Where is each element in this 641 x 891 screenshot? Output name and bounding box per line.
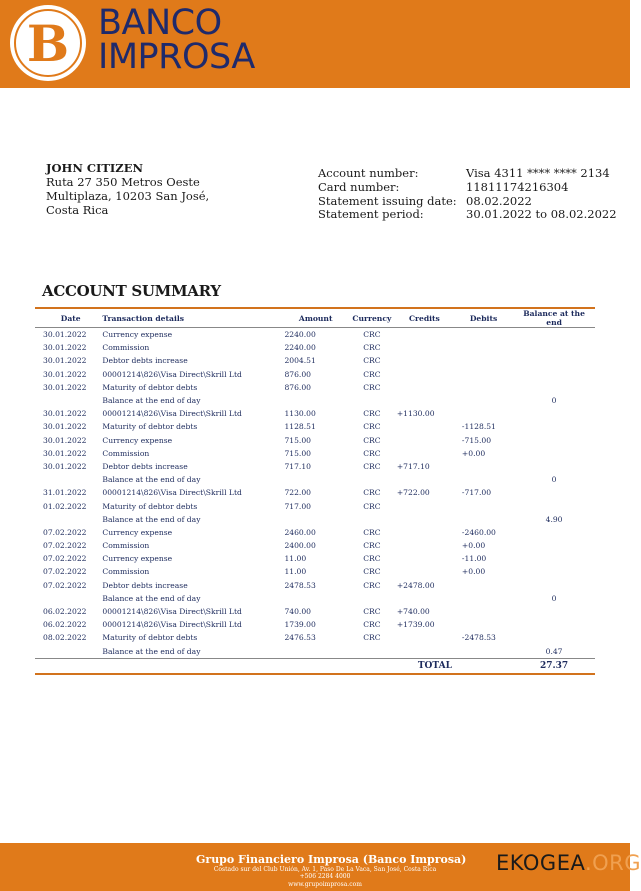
table-row bbox=[35, 460, 595, 473]
cell-debit bbox=[454, 605, 513, 618]
table-row bbox=[35, 513, 595, 526]
cell-debit: -11.00 bbox=[461, 554, 487, 564]
col-details: Transaction details bbox=[100, 308, 282, 328]
bank-name-line1: BANCO bbox=[98, 3, 222, 43]
cell-currency: CRC bbox=[363, 435, 381, 445]
cell-date: 30.01.2022 bbox=[43, 435, 87, 445]
cell-balance bbox=[513, 341, 595, 354]
cell-details: Currency expense bbox=[102, 330, 173, 340]
cell-date: 30.01.2022 bbox=[43, 369, 87, 379]
cell-date: 30.01.2022 bbox=[43, 448, 87, 458]
cell-date: 30.01.2022 bbox=[43, 382, 87, 392]
total-spacer bbox=[454, 658, 513, 674]
cell-credit: +2478.00 bbox=[396, 580, 435, 590]
col-balance: Balance at the end bbox=[513, 308, 595, 328]
table-row bbox=[35, 645, 595, 659]
cell-date: 30.01.2022 bbox=[43, 343, 87, 353]
cell-debit bbox=[454, 645, 513, 659]
col-currency: Currency bbox=[349, 308, 395, 328]
table-row bbox=[35, 341, 595, 354]
cell-balance bbox=[513, 407, 595, 420]
cell-amount: 876.00 bbox=[284, 369, 312, 379]
cell-credit bbox=[395, 539, 454, 552]
client-address-line3: Costa Rica bbox=[46, 203, 109, 217]
table-header-row bbox=[35, 308, 595, 328]
cell-amount: 715.00 bbox=[284, 448, 312, 458]
cell-currency: CRC bbox=[363, 382, 381, 392]
cell-amount: 2240.00 bbox=[284, 343, 316, 353]
cell-currency: CRC bbox=[363, 448, 381, 458]
watermark bbox=[496, 851, 641, 875]
cell-details: Balance at the end of day bbox=[102, 475, 201, 485]
cell-debit bbox=[454, 328, 513, 342]
label-issue-date: Statement issuing date: bbox=[318, 193, 457, 208]
cell-credit: +740.00 bbox=[396, 607, 430, 617]
cell-credit bbox=[395, 368, 454, 381]
cell-balance bbox=[513, 526, 595, 539]
label-card-number: Card number: bbox=[318, 179, 400, 194]
table-row bbox=[35, 631, 595, 644]
table-row bbox=[35, 579, 595, 592]
cell-credit: +1130.00 bbox=[396, 409, 435, 419]
cell-currency: CRC bbox=[363, 527, 381, 537]
cell-date: 06.02.2022 bbox=[43, 607, 87, 617]
table-row bbox=[35, 539, 595, 552]
cell-balance: 4.90 bbox=[545, 514, 563, 524]
cell-debit: +0.00 bbox=[461, 541, 486, 551]
cell-details: Currency expense bbox=[102, 554, 173, 564]
cell-debit bbox=[454, 368, 513, 381]
cell-debit bbox=[454, 592, 513, 605]
table-row bbox=[35, 605, 595, 618]
cell-credit bbox=[395, 552, 454, 565]
cell-balance bbox=[513, 565, 595, 578]
cell-currency bbox=[349, 592, 395, 605]
cell-date: 07.02.2022 bbox=[43, 580, 87, 590]
cell-amount: 1130.00 bbox=[284, 409, 316, 419]
table-row bbox=[35, 473, 595, 486]
cell-credit bbox=[395, 513, 454, 526]
cell-balance: 0 bbox=[551, 396, 557, 406]
table-row bbox=[35, 328, 595, 342]
table-row bbox=[35, 486, 595, 499]
cell-amount: 2240.00 bbox=[284, 330, 316, 340]
cell-date: 08.02.2022 bbox=[43, 633, 87, 643]
cell-balance bbox=[513, 460, 595, 473]
cell-credit bbox=[395, 592, 454, 605]
cell-balance: 0 bbox=[551, 593, 557, 603]
cell-date bbox=[35, 473, 100, 486]
cell-credit bbox=[395, 341, 454, 354]
cell-debit: -715.00 bbox=[461, 435, 492, 445]
client-block bbox=[46, 161, 209, 217]
cell-amount: 2400.00 bbox=[284, 541, 316, 551]
summary-title: ACCOUNT SUMMARY bbox=[42, 282, 221, 300]
cell-details: 00001214\826\Visa Direct\Skrill Ltd bbox=[102, 488, 242, 498]
table-row bbox=[35, 447, 595, 460]
card-number: 11811174216304 bbox=[466, 179, 569, 194]
cell-currency: CRC bbox=[363, 488, 381, 498]
cell-balance bbox=[513, 579, 595, 592]
cell-currency: CRC bbox=[363, 330, 381, 340]
cell-credit: +1739.00 bbox=[396, 620, 435, 630]
cell-currency bbox=[349, 645, 395, 659]
issue-date: 08.02.2022 bbox=[466, 193, 532, 208]
cell-amount: 876.00 bbox=[284, 382, 312, 392]
cell-debit: +0.00 bbox=[461, 567, 486, 577]
cell-details: Commission bbox=[102, 567, 150, 577]
cell-details: Maturity of debtor debts bbox=[102, 501, 198, 511]
cell-amount: 11.00 bbox=[284, 554, 307, 564]
cell-details: Balance at the end of day bbox=[102, 396, 201, 406]
cell-currency bbox=[349, 394, 395, 407]
table-row bbox=[35, 381, 595, 394]
cell-details: Maturity of debtor debts bbox=[102, 422, 198, 432]
cell-currency bbox=[349, 513, 395, 526]
table-row bbox=[35, 618, 595, 631]
cell-currency: CRC bbox=[363, 369, 381, 379]
footer-contact bbox=[196, 866, 454, 888]
cell-details: Debtor debts increase bbox=[102, 580, 188, 590]
cell-balance bbox=[513, 499, 595, 512]
total-value: 27.37 bbox=[513, 658, 595, 674]
cell-date: 07.02.2022 bbox=[43, 527, 87, 537]
cell-date bbox=[35, 592, 100, 605]
col-credits: Credits bbox=[395, 308, 454, 328]
cell-amount: 11.00 bbox=[284, 567, 307, 577]
cell-date bbox=[35, 394, 100, 407]
cell-date bbox=[35, 645, 100, 659]
cell-details: Commission bbox=[102, 343, 150, 353]
cell-credit bbox=[395, 434, 454, 447]
cell-details: Commission bbox=[102, 448, 150, 458]
cell-currency: CRC bbox=[363, 343, 381, 353]
cell-balance bbox=[513, 368, 595, 381]
cell-debit: -1128.51 bbox=[461, 422, 496, 432]
cell-date: 30.01.2022 bbox=[43, 330, 87, 340]
cell-amount bbox=[282, 473, 349, 486]
cell-currency: CRC bbox=[363, 554, 381, 564]
cell-amount: 2460.00 bbox=[284, 527, 316, 537]
cell-debit bbox=[454, 618, 513, 631]
cell-currency: CRC bbox=[363, 501, 381, 511]
cell-balance bbox=[513, 486, 595, 499]
cell-date: 30.01.2022 bbox=[43, 356, 87, 366]
cell-currency: CRC bbox=[363, 461, 381, 471]
col-amount: Amount bbox=[282, 308, 349, 328]
cell-credit bbox=[395, 631, 454, 644]
cell-debit bbox=[454, 381, 513, 394]
cell-amount: 1128.51 bbox=[284, 422, 316, 432]
cell-debit bbox=[454, 513, 513, 526]
cell-date: 07.02.2022 bbox=[43, 541, 87, 551]
table-body bbox=[35, 328, 595, 659]
cell-currency: CRC bbox=[363, 356, 381, 366]
cell-debit bbox=[454, 460, 513, 473]
cell-date: 31.01.2022 bbox=[43, 488, 87, 498]
cell-details: Maturity of debtor debts bbox=[102, 633, 198, 643]
cell-credit bbox=[395, 473, 454, 486]
account-values bbox=[466, 167, 617, 222]
label-period: Statement period: bbox=[318, 207, 424, 222]
cell-amount: 2004.51 bbox=[284, 356, 316, 366]
cell-credit: +717.10 bbox=[396, 461, 430, 471]
cell-debit bbox=[454, 341, 513, 354]
cell-date: 07.02.2022 bbox=[43, 567, 87, 577]
cell-debit bbox=[454, 579, 513, 592]
table-row bbox=[35, 499, 595, 512]
cell-balance bbox=[513, 631, 595, 644]
cell-date: 07.02.2022 bbox=[43, 554, 87, 564]
cell-debit bbox=[454, 499, 513, 512]
cell-balance bbox=[513, 381, 595, 394]
table-row bbox=[35, 565, 595, 578]
cell-balance bbox=[513, 447, 595, 460]
client-address-line2: Multiplaza, 10203 San José, bbox=[46, 189, 210, 203]
cell-credit bbox=[395, 394, 454, 407]
cell-details: Balance at the end of day bbox=[102, 593, 201, 603]
col-date: Date bbox=[35, 308, 100, 328]
cell-credit bbox=[395, 565, 454, 578]
cell-details: Debtor debts increase bbox=[102, 461, 188, 471]
account-labels bbox=[318, 167, 457, 222]
cell-credit bbox=[395, 381, 454, 394]
cell-amount: 1739.00 bbox=[284, 620, 316, 630]
bank-name-line2: IMPROSA bbox=[98, 37, 255, 77]
total-label: TOTAL bbox=[35, 658, 454, 674]
cell-credit bbox=[395, 420, 454, 433]
bank-logo-icon bbox=[8, 3, 88, 83]
cell-amount: 722.00 bbox=[284, 488, 312, 498]
table-row bbox=[35, 552, 595, 565]
cell-amount: 2476.53 bbox=[284, 633, 316, 643]
client-address-line1: Ruta 27 350 Metros Oeste bbox=[46, 175, 200, 189]
cell-amount: 717.10 bbox=[284, 461, 312, 471]
cell-debit: +0.00 bbox=[461, 448, 486, 458]
total-row bbox=[35, 658, 595, 674]
cell-currency: CRC bbox=[363, 580, 381, 590]
bank-name bbox=[98, 3, 255, 77]
cell-amount: 740.00 bbox=[284, 607, 312, 617]
svg-text:B: B bbox=[26, 14, 70, 73]
table-row bbox=[35, 420, 595, 433]
cell-debit bbox=[454, 354, 513, 367]
cell-date bbox=[35, 513, 100, 526]
cell-debit: -717.00 bbox=[461, 488, 492, 498]
cell-balance bbox=[513, 618, 595, 631]
cell-currency: CRC bbox=[363, 422, 381, 432]
header-bar bbox=[0, 0, 630, 88]
cell-currency: CRC bbox=[363, 541, 381, 551]
cell-amount bbox=[282, 592, 349, 605]
cell-balance bbox=[513, 434, 595, 447]
table-row bbox=[35, 354, 595, 367]
table-row bbox=[35, 407, 595, 420]
cell-currency: CRC bbox=[363, 409, 381, 419]
cell-details: Currency expense bbox=[102, 435, 173, 445]
cell-date: 30.01.2022 bbox=[43, 461, 87, 471]
table-row bbox=[35, 368, 595, 381]
cell-balance bbox=[513, 354, 595, 367]
cell-debit bbox=[454, 394, 513, 407]
cell-balance bbox=[513, 328, 595, 342]
cell-balance bbox=[513, 605, 595, 618]
cell-details: Balance at the end of day bbox=[102, 514, 201, 524]
cell-currency: CRC bbox=[363, 620, 381, 630]
table-row bbox=[35, 592, 595, 605]
table-row bbox=[35, 394, 595, 407]
table-row bbox=[35, 526, 595, 539]
cell-currency bbox=[349, 473, 395, 486]
cell-amount bbox=[282, 645, 349, 659]
cell-details: Commission bbox=[102, 541, 150, 551]
cell-details: 00001214\826\Visa Direct\Skrill Ltd bbox=[102, 409, 242, 419]
statement-period: 30.01.2022 to 08.02.2022 bbox=[466, 207, 617, 222]
cell-details: Currency expense bbox=[102, 527, 173, 537]
client-name: JOHN CITIZEN bbox=[46, 161, 143, 175]
cell-currency: CRC bbox=[363, 633, 381, 643]
cell-details: 00001214\826\Visa Direct\Skrill Ltd bbox=[102, 607, 242, 617]
cell-credit bbox=[395, 328, 454, 342]
cell-date: 30.01.2022 bbox=[43, 409, 87, 419]
cell-date: 30.01.2022 bbox=[43, 422, 87, 432]
cell-details: 00001214\826\Visa Direct\Skrill Ltd bbox=[102, 369, 242, 379]
footer-phone: +506 2284 4000 bbox=[299, 873, 351, 881]
cell-credit bbox=[395, 526, 454, 539]
cell-date: 01.02.2022 bbox=[43, 501, 87, 511]
cell-amount bbox=[282, 513, 349, 526]
footer-address: Costado sur del Club Unión, Av. 1, Paso De La Vaca, San José, Costa Rica bbox=[213, 866, 437, 873]
cell-date: 06.02.2022 bbox=[43, 620, 87, 630]
cell-currency: CRC bbox=[363, 607, 381, 617]
cell-credit bbox=[395, 645, 454, 659]
account-number: Visa 4311 **** **** 2134 bbox=[466, 166, 610, 180]
cell-details: Balance at the end of day bbox=[100, 645, 282, 659]
cell-balance: 0 bbox=[551, 475, 557, 485]
cell-details: Debtor debts increase bbox=[102, 356, 188, 366]
cell-credit bbox=[395, 499, 454, 512]
footer-title: Grupo Financiero Improsa (Banco Improsa) bbox=[196, 853, 467, 866]
watermark-suffix: .ORG bbox=[584, 851, 641, 875]
cell-balance bbox=[513, 552, 595, 565]
cell-credit bbox=[395, 354, 454, 367]
cell-details: Maturity of debtor debts bbox=[102, 382, 198, 392]
table-row bbox=[35, 434, 595, 447]
transactions-table bbox=[35, 307, 595, 675]
cell-debit bbox=[454, 407, 513, 420]
cell-balance bbox=[513, 420, 595, 433]
watermark-main: EKOGEA bbox=[496, 851, 585, 875]
footer-website[interactable]: www.grupoimprosa.com bbox=[288, 880, 362, 888]
cell-credit: +722.00 bbox=[396, 488, 430, 498]
cell-amount: 715.00 bbox=[284, 435, 312, 445]
cell-credit bbox=[395, 447, 454, 460]
cell-debit: -2478.53 bbox=[461, 633, 496, 643]
cell-debit bbox=[454, 473, 513, 486]
cell-currency: CRC bbox=[363, 567, 381, 577]
cell-amount bbox=[282, 394, 349, 407]
cell-amount: 717.00 bbox=[284, 501, 312, 511]
cell-balance bbox=[513, 539, 595, 552]
cell-amount: 2478.53 bbox=[284, 580, 316, 590]
cell-debit: -2460.00 bbox=[461, 527, 496, 537]
col-debits: Debits bbox=[454, 308, 513, 328]
label-account-number: Account number: bbox=[318, 166, 419, 180]
cell-balance: 0.47 bbox=[513, 645, 595, 659]
cell-details: 00001214\826\Visa Direct\Skrill Ltd bbox=[102, 620, 242, 630]
